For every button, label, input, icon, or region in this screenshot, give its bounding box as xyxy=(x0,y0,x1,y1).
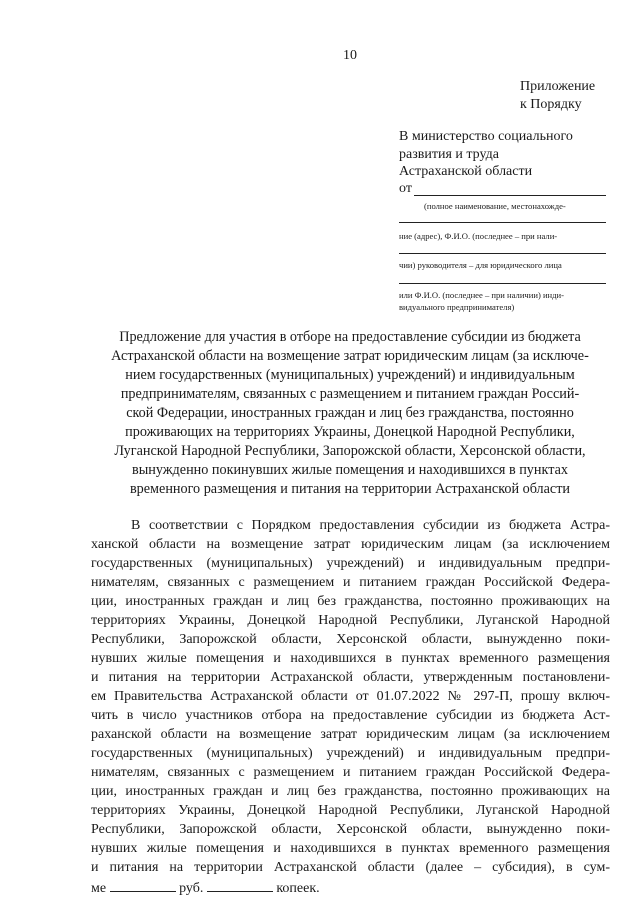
body-line: ханской области на возмещение затрат юридическим лицам (за исключением xyxy=(91,537,610,552)
body-line: раханской области на возмещение затрат юридическим лицам (за исключением xyxy=(91,727,610,742)
body-line: нимателям, связанных с размещением и питанием граждан Российской Федера- xyxy=(91,575,610,590)
from-underline xyxy=(414,195,606,196)
title-line: проживающих на территориях Украины, Донецкой Народной Республики, xyxy=(125,424,575,440)
body-line: нувших жилые помещения и находившихся в пунктах временного размещения xyxy=(91,841,610,856)
body-line: и питания на территории Астраханской области, утвержденным постановлени- xyxy=(91,670,610,685)
body-line: чить в число участников отбора на предоставление субсидии из бюджета Аст- xyxy=(91,708,610,723)
rubles-blank xyxy=(110,879,176,892)
appendix-label: Приложение xyxy=(520,79,596,94)
title-line: нием государственных (муниципальных) учреждений) и индивидуальным xyxy=(125,367,575,383)
body-line: и питания на территории Астраханской области (далее – субсидия), в сум- xyxy=(91,860,610,875)
title-line: ской Федерации, иностранных граждан и лиц без гражданства, постоянно xyxy=(126,405,574,421)
addressee-line-1: В министерство социального xyxy=(399,129,573,144)
hint-underline-1 xyxy=(399,222,606,223)
title-line: вынужденно покинувших жилые помещения и находившихся в пунктах xyxy=(132,462,568,478)
body-line: ции, иностранных граждан и лиц без гражданства, постоянно проживающих на xyxy=(91,784,610,799)
body-line: ции, иностранных граждан и лиц без гражданства, постоянно проживающих на xyxy=(91,594,610,609)
amount-line xyxy=(91,879,610,897)
page-number: 10 xyxy=(343,48,357,63)
title-line: Луганской Народной Республики, Запорожской области, Херсонской области, xyxy=(114,443,586,459)
title-line: Предложение для участия в отборе на предоставление субсидии из бюджета xyxy=(119,329,581,345)
addressee-hint-1: (полное наименование, местонахожде- xyxy=(424,201,566,211)
addressee-line-2: развития и труда xyxy=(399,147,499,162)
body-line: государственных (муниципальных) учреждений) и индивидуальным предпри- xyxy=(91,556,610,571)
rubles-label: руб. xyxy=(179,881,204,896)
body-line: В соответствии с Порядком предоставления субсидии из бюджета Астра- xyxy=(131,518,610,533)
hint-underline-2 xyxy=(399,253,606,254)
addressee-hint-4: или Ф.И.О. (последнее – при наличии) инди- xyxy=(399,290,564,300)
title-line: Астраханской области на возмещение затрат юридическим лицам (за исключе- xyxy=(111,348,589,364)
body-line: территориях Украины, Донецкой Народной Республики, Луганской Народной xyxy=(91,803,610,818)
appendix-reference: к Порядку xyxy=(520,97,582,112)
title-line: временного размещения и питания на территории Астраханской области xyxy=(129,481,571,497)
body-line: Республики, Запорожской области, Херсонской области, вынужденно поки- xyxy=(91,822,610,837)
kopecks-blank xyxy=(207,879,273,892)
body-line: нимателям, связанных с размещением и питанием граждан Российской Федера- xyxy=(91,765,610,780)
addressee-line-3: Астраханской области xyxy=(399,164,533,179)
addressee-hint-5: видуального предпринимателя) xyxy=(399,302,515,312)
body-line: Республики, Запорожской области, Херсонской области, вынужденно поки- xyxy=(91,632,610,647)
body-line: территориях Украины, Донецкой Народной Республики, Луганской Народной xyxy=(91,613,610,628)
amount-prefix: ме xyxy=(91,881,107,896)
addressee-hint-2: ние (адрес), Ф.И.О. (последнее – при нали- xyxy=(399,231,558,241)
title-line: предпринимателям, связанных с размещением и питанием граждан Россий- xyxy=(120,386,580,402)
from-prefix: от xyxy=(399,181,412,196)
hint-underline-3 xyxy=(399,283,606,284)
kopecks-label: копеек. xyxy=(276,881,320,896)
body-line: государственных (муниципальных) учреждений) и индивидуальным предпри- xyxy=(91,746,610,761)
body-line: нувших жилые помещения и находившихся в пунктах временного размещения xyxy=(91,651,610,666)
addressee-hint-3: чии) руководителя – для юридического лица xyxy=(399,260,562,270)
body-line: ем Правительства Астраханской области от 01.07.2022 № 297-П, прошу включ- xyxy=(91,689,610,704)
